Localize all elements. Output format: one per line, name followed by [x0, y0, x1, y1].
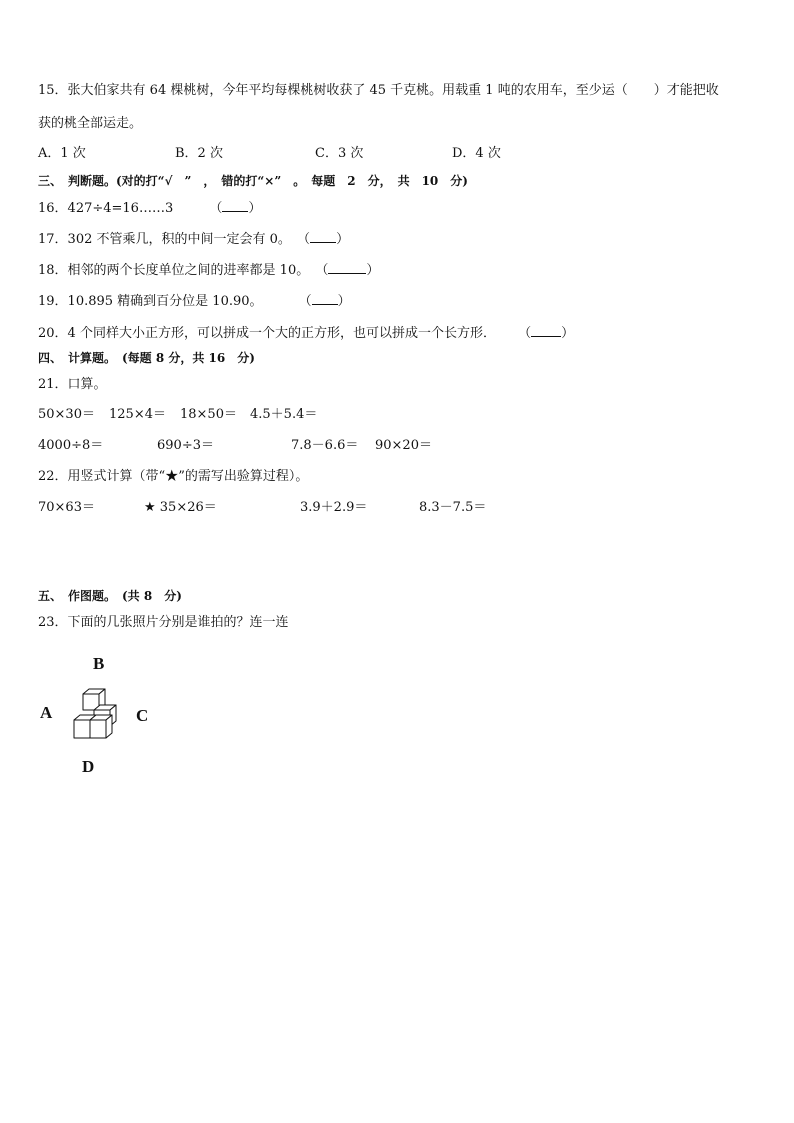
q15-option-b: B．2 次 [175, 146, 223, 161]
q21-r1-c3: 18×50＝ [180, 407, 237, 422]
viewpoint-label-a: A [40, 703, 53, 722]
q16 [38, 199, 261, 217]
section4-title: 四、 计算题。 (每题 8 分，共 16 分) [38, 351, 255, 365]
q21-r2-c1: 4000÷8＝ [38, 438, 104, 453]
q22-c3: 3.9＋2.9＝ [300, 500, 368, 515]
q18-text: 18．相邻的两个长度单位之间的进率都是 10。 [38, 263, 310, 278]
q22-c1: 70×63＝ [38, 500, 95, 515]
q20 [38, 324, 574, 342]
q16-answer-blank[interactable]: （ ） [209, 201, 262, 216]
q22-c2: ★ 35×26＝ [144, 500, 217, 515]
q21-title: 21．口算。 [38, 377, 107, 392]
section3-title: 三、 判断题。(对的打“√ ” ， 错的打“×” 。 每题 2 分， 共 10 分) [38, 174, 468, 188]
q21-r1-c1: 50×30＝ [38, 407, 95, 422]
q15-line1: 15．张大伯家共有 64 棵桃树，今年平均每棵桃树收获了 45 千克桃。用载重 1 吨的农用车，至少运（ ）才能把收 [38, 83, 719, 98]
q18 [38, 261, 379, 279]
q21-r2-c3: 7.8－6.6＝ [291, 438, 359, 453]
section5-title: 五、 作图题。 (共 8 分) [38, 589, 182, 603]
q22-title: 22．用竖式计算（带“★”的需写出验算过程）。 [38, 469, 309, 484]
q15-line2: 获的桃全部运走。 [38, 116, 143, 131]
viewpoint-label-c: C [136, 706, 149, 725]
q21-r2-c2: 690÷3＝ [157, 438, 214, 453]
q20-answer-blank[interactable]: （ ） [518, 326, 575, 341]
q23-title: 23．下面的几张照片分别是谁拍的？连一连 [38, 615, 289, 630]
cube-front-right [90, 715, 112, 738]
viewpoint-label-b: B [93, 654, 105, 673]
q18-answer-blank[interactable]: （ ） [315, 263, 380, 278]
q21-r1-c4: 4.5＋5.4＝ [250, 407, 318, 422]
q19 [38, 292, 351, 310]
cube-stack-figure [70, 686, 122, 744]
q17 [38, 230, 349, 248]
viewpoint-label-d: D [82, 757, 95, 776]
q15-option-a: A．1 次 [38, 146, 86, 161]
q16-text: 16．427÷4=16……3 [38, 201, 174, 216]
q17-answer-blank[interactable]: （ ） [297, 232, 350, 247]
q17-text: 17．302 不管乘几，积的中间一定会有 0。 [38, 232, 291, 247]
q21-r1-c2: 125×4＝ [109, 407, 166, 422]
q19-text: 19．10.895 精确到百分位是 10.90。 [38, 294, 263, 309]
q15-option-d: D．4 次 [452, 146, 501, 161]
q19-answer-blank[interactable]: （ ） [298, 294, 351, 309]
q20-text: 20．4 个同样大小正方形，可以拼成一个大的正方形，也可以拼成一个长方形． [38, 326, 496, 341]
q22-c4: 8.3－7.5＝ [419, 500, 487, 515]
q15-option-c: C．3 次 [315, 146, 364, 161]
q21-r2-c4: 90×20＝ [375, 438, 432, 453]
